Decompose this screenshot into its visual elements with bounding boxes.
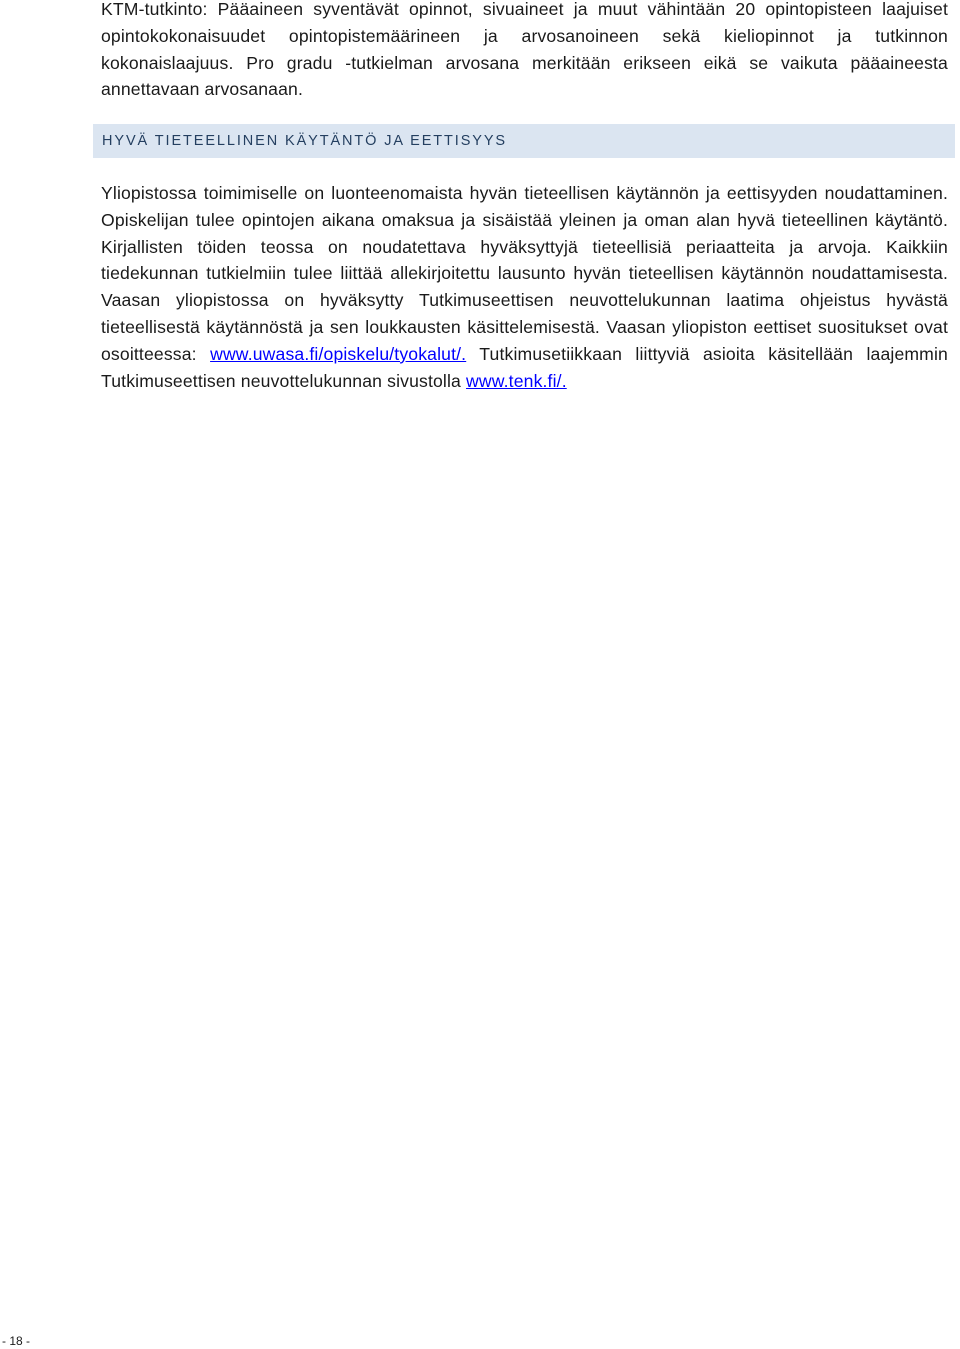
intro-text-part1: KTM-tutkinto: Pääaineen syventävät opinnot, sivuaineet ja muut vähintään 20 opintopisteen laajuiset opintokokonaisuudet opintopistemäärineen ja arvosanoineen sekä kieliopinnot ja tutkinnon kokonaislaajuus. xyxy=(101,0,948,73)
tenk-link[interactable]: www.tenk.fi/. xyxy=(466,370,567,391)
uwasa-link[interactable]: www.uwasa.fi/opiskelu/tyokalut/. xyxy=(210,343,467,364)
section-heading-band xyxy=(93,124,955,158)
ethics-text: Yliopistossa toimimiselle on luonteenomaista hyvän tieteellisen käytännön ja eettisyyden noudattaminen. Opiskelijan tulee opintojen aikana omaksua ja sisäistää yleinen ja oman alan hyvä tieteellinen käytäntö. Kirjallisten töiden teossa on noudatettava hyväksyttyjä tieteellisiä periaatteita ja arvoja. Kaikkiin tiedekunnan tutkielmiin tulee liittää allekirjoitettu lausunto hyvän tieteellisen käytännön noudattamisesta. Vaasan yliopistossa on hyväksytty Tutkimuseettisen neuvottelukunnan laatima ohjeistus hyvästä tieteellisestä käytännöstä ja sen loukkausten käsittelemisestä. Vaasan yliopiston eettiset suositukset ovat osoitteessa: xyxy=(101,183,948,364)
page-number: - 18 - xyxy=(2,1334,31,1348)
section-heading: HYVÄ TIETEELLINEN KÄYTÄNTÖ JA EETTISYYS xyxy=(102,133,508,149)
ethics-paragraph xyxy=(101,180,948,394)
ethics-text-continued: Tutkimusetiikkaan liittyviä asioita käsitellään laajemmin Tutkimuseettisen neuvottelukunnan sivustolla xyxy=(101,343,948,391)
intro-text-part2: Pro gradu -tutkielman arvosana merkitään erikseen eikä se vaikuta pääaineesta annettavaan arvosanaan. xyxy=(101,52,948,100)
intro-paragraph xyxy=(101,0,948,103)
